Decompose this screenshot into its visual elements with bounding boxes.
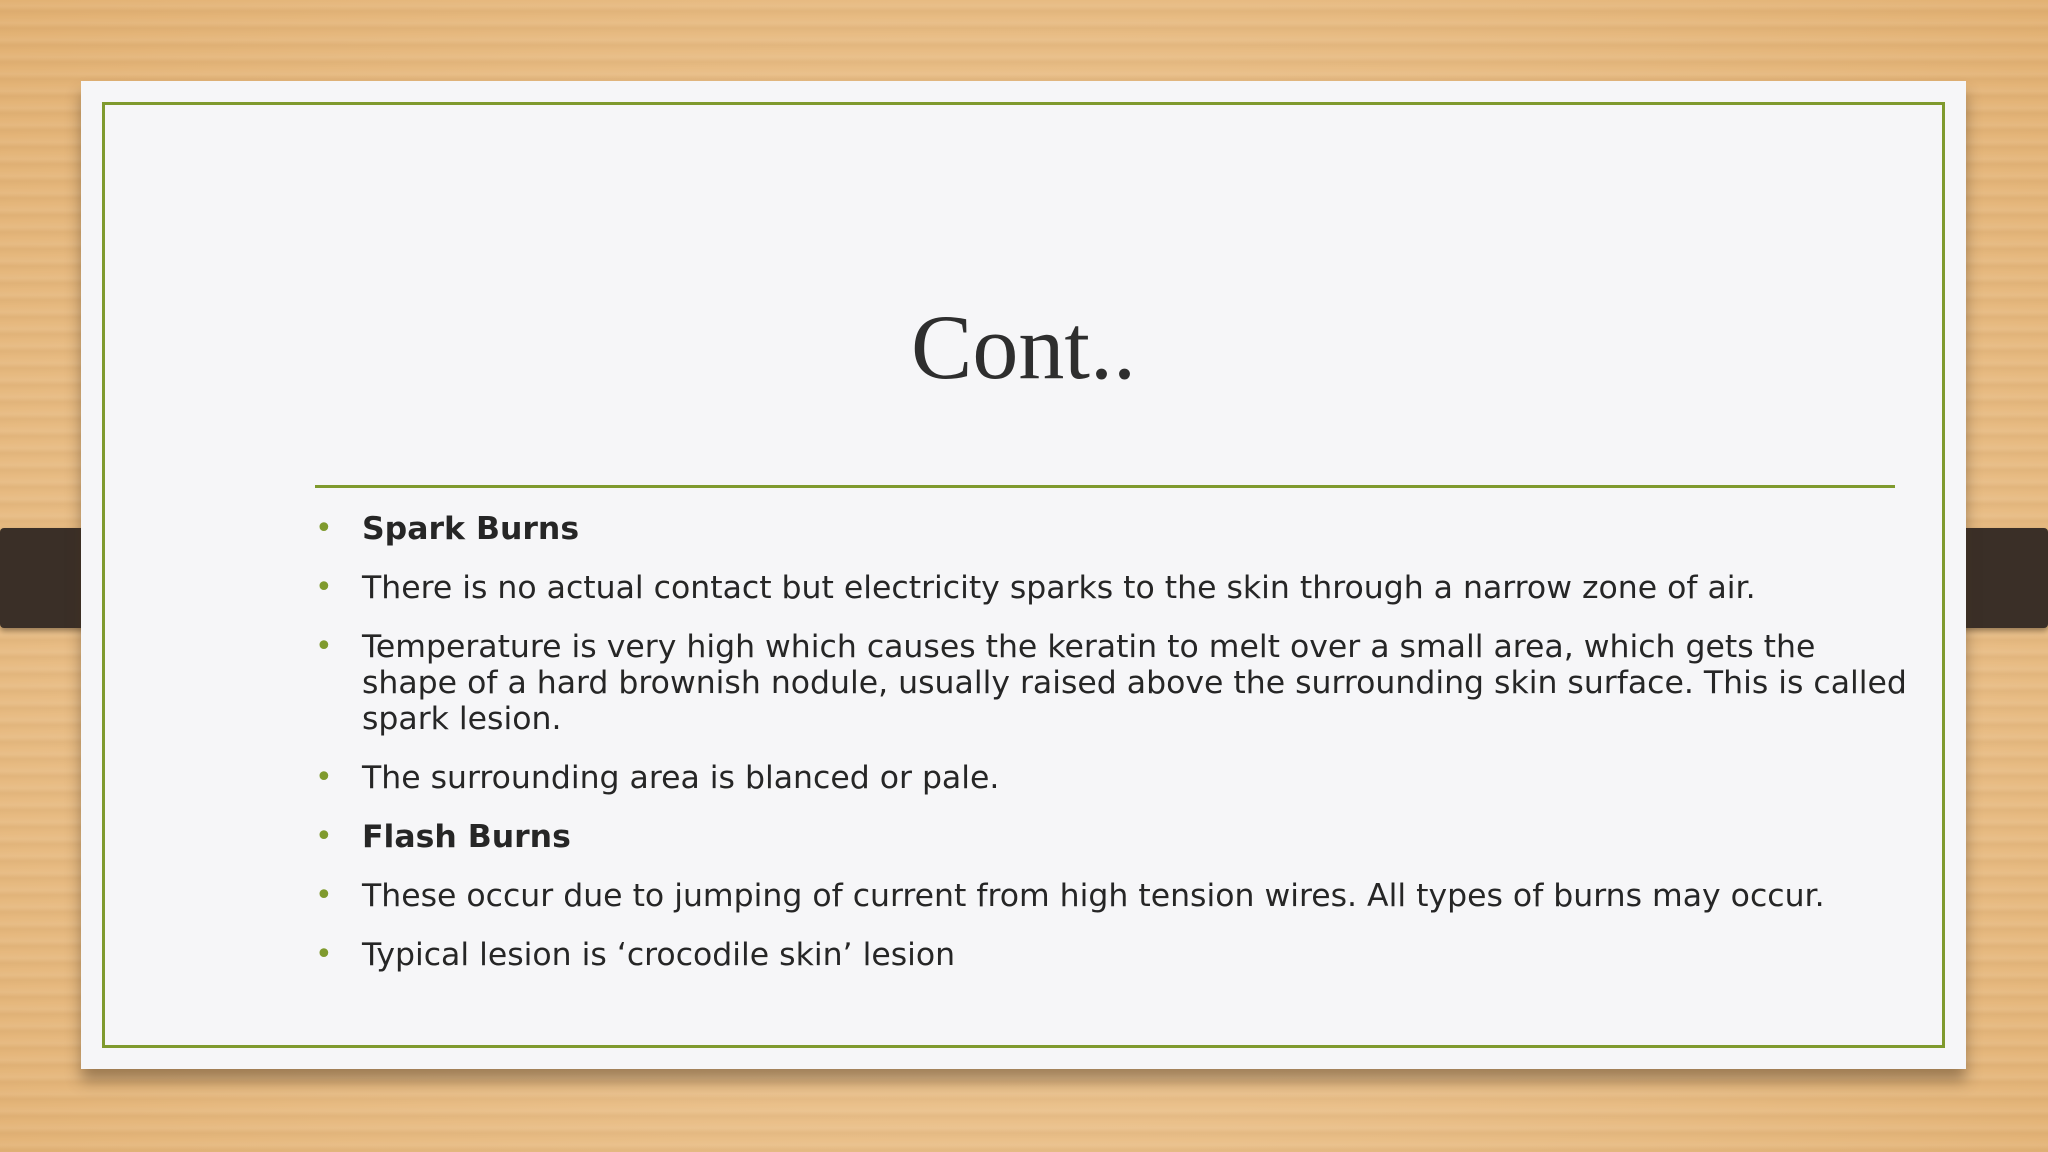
bullet-item (311, 937, 1911, 973)
slide-title: Cont.. (911, 296, 1136, 398)
slide (81, 81, 1966, 1069)
bullet-text: Typical lesion is ‘crocodile skin’ lesion (362, 937, 956, 973)
bullet-dot-icon: • (315, 629, 333, 664)
bullet-item (311, 878, 1911, 914)
bullet-text: The surrounding area is blanced or pale. (362, 760, 1000, 796)
bullet-dot-icon: • (315, 937, 333, 972)
bullet-item (311, 511, 1911, 547)
bullet-list (311, 511, 1911, 996)
title-divider (315, 485, 1895, 488)
bullet-dot-icon: • (315, 819, 333, 854)
bullet-item (311, 760, 1911, 796)
bullet-item (311, 629, 1911, 737)
bullet-dot-icon: • (315, 760, 333, 795)
bullet-dot-icon: • (315, 511, 333, 546)
bullet-text: Temperature is very high which causes the keratin to melt over a small area, which gets the shape of a hard brownish nodule, usually raised above the surrounding skin surface. This is called spark lesion. (362, 629, 1907, 737)
bullet-text: There is no actual contact but electricity sparks to the skin through a narrow zone of air. (362, 570, 1756, 606)
bullet-dot-icon: • (315, 878, 333, 913)
bullet-text: Flash Burns (362, 819, 571, 855)
bullet-item (311, 570, 1911, 606)
bullet-dot-icon: • (315, 570, 333, 605)
bullet-item (311, 819, 1911, 855)
bullet-text: These occur due to jumping of current from high tension wires. All types of burns may occur. (362, 878, 1825, 914)
bullet-text: Spark Burns (362, 511, 580, 547)
